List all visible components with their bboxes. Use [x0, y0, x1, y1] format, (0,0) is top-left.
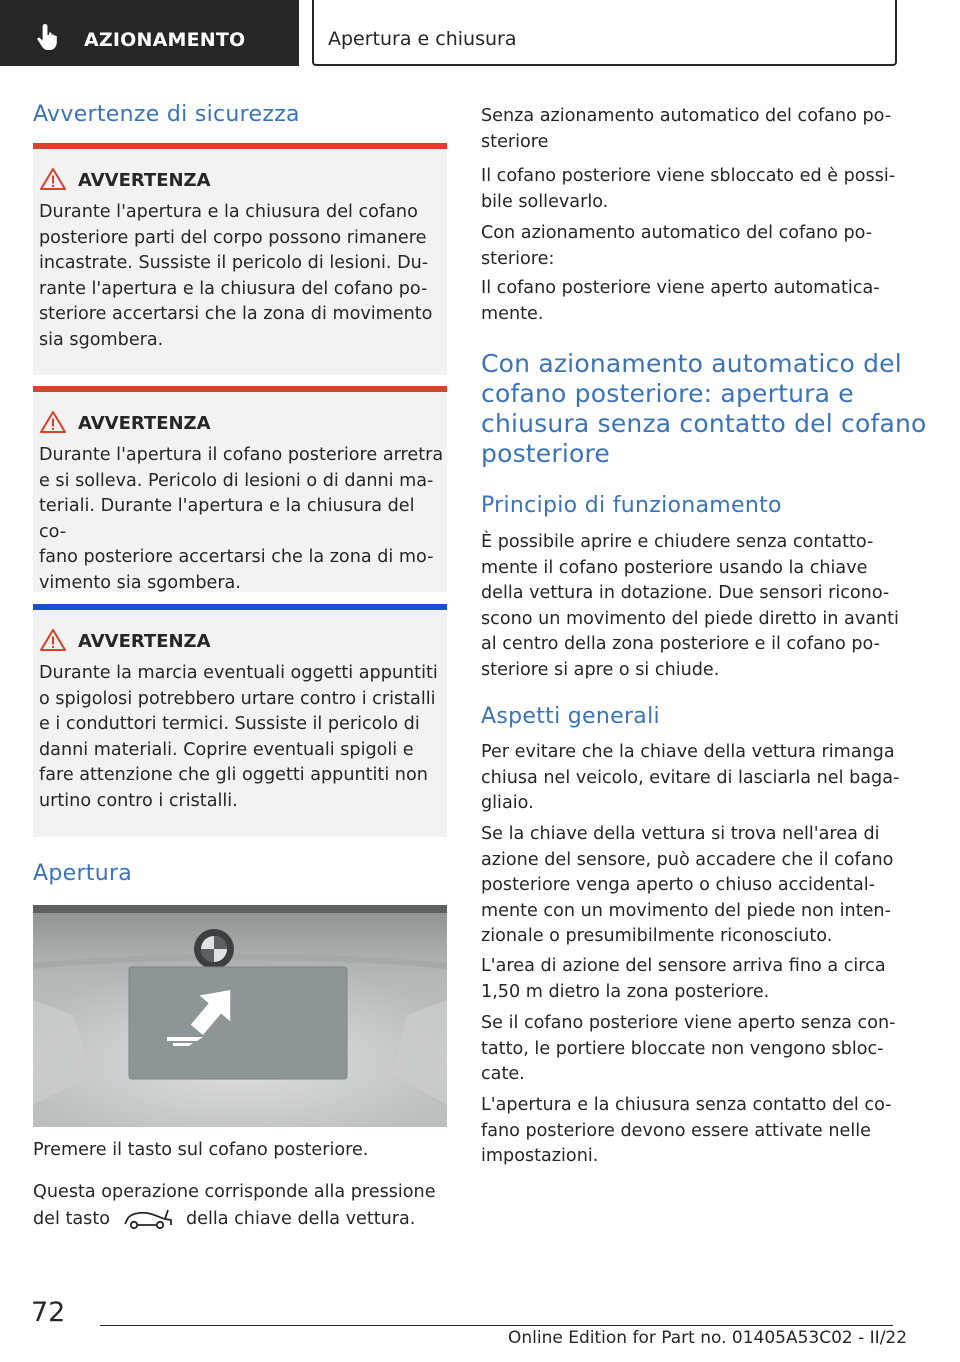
warning-box [33, 386, 447, 592]
warning-triangle-icon [39, 410, 67, 434]
warning-title: AVVERTENZA [78, 170, 211, 191]
paragraph-no-auto: Senza azionamento automatico del cofano po- steriore [481, 106, 892, 152]
paragraph-range: L'area di azione del sensore arriva fino a circa 1,50 m dietro la zona posteriore. [481, 956, 886, 1002]
warning-box [33, 143, 447, 375]
paragraph-accidental: Se la chiave della vettura si trova nell'area di azione del sensore, può accadere che il cofano posteriore venga aperto o chiuso accidental- mente con un movimento del piede non inten- zionale o presumibilmente riconosciuto. [481, 824, 894, 946]
car-tailgate-icon [122, 1207, 174, 1231]
header-section-tab [0, 0, 299, 66]
warning-triangle-icon [39, 167, 67, 191]
caption-key-equivalent-line1: Questa operazione corrisponde alla pressione [33, 1182, 436, 1202]
paragraph-doors: Se il cofano posteriore viene aperto senza con- tatto, le portiere bloccate non vengono sbloc- cate. [481, 1013, 896, 1084]
warning-accent-bar [33, 143, 447, 149]
caption-text: della chiave della vettura. [185, 1209, 416, 1229]
caption-text: del tasto [33, 1209, 110, 1229]
paragraph-with-auto: Con azionamento automatico del cofano po- steriore: [481, 223, 873, 269]
caption-key-equivalent-line2 [33, 1207, 415, 1233]
paragraph-auto-open: Il cofano posteriore viene aperto automatica- mente. [481, 278, 880, 324]
warning-box [33, 604, 447, 837]
paragraph-unlocked: Il cofano posteriore viene sbloccato ed è possi- bile sollevarlo. [481, 166, 896, 212]
heading-general: Aspetti generali [481, 704, 660, 729]
heading-opening: Apertura [33, 861, 133, 886]
paragraph-key-inside: Per evitare che la chiave della vettura rimanga chiusa nel veicolo, evitare di lasciarla nel baga- gliaio. [481, 742, 900, 813]
chapter-header [312, 0, 897, 66]
section-title: AZIONAMENTO [84, 29, 246, 51]
page-number: 72 [31, 1297, 66, 1328]
warning-text: Durante la marcia eventuali oggetti appuntiti o spigolosi potrebbero urtare contro i cristalli e i conduttori termici. Sussiste il pericolo di danni materiali. Coprire eventuali spigoli e fare attenzione che gli oggetti appuntiti non urtino contro i cristalli. [39, 663, 438, 811]
footer-divider [100, 1325, 893, 1326]
warning-accent-bar [33, 386, 447, 392]
warning-accent-bar [33, 604, 447, 610]
caption-press-button: Premere il tasto sul cofano posteriore. [33, 1140, 369, 1160]
chapter-title: Apertura e chiusura [328, 28, 517, 50]
footer-edition: Online Edition for Part no. 01405A53C02 - II/22 [508, 1328, 908, 1348]
warning-title: AVVERTENZA [78, 413, 211, 434]
paragraph-principle: È possibile aprire e chiudere senza contatto- mente il cofano posteriore usando la chiave della vettura in dotazione. Due sensori ricono- scono un movimento del piede diretto in avanti al centro della zona posteriore e il cofano po- steriore si apre o si chiude. [481, 532, 899, 680]
warning-title: AVVERTENZA [78, 631, 211, 652]
warning-text: Durante l'apertura il cofano posteriore arretra e si solleva. Pericolo di lesioni o di danni ma- teriali. Durante l'apertura e la chiusura del co- fano posteriore accertarsi che la zona di mo- vimento sia sgombera. [39, 445, 444, 593]
heading-principle: Principio di funzionamento [481, 493, 782, 518]
warning-triangle-icon [39, 628, 67, 652]
hand-pointer-icon [34, 22, 64, 52]
heading-safety: Avvertenze di sicurezza [33, 102, 300, 127]
warning-text: Durante l'apertura e la chiusura del cofano posteriore parti del corpo possono rimanere incastrate. Sussiste il pericolo di lesioni. Du- rante l'apertura e la chiusura del cofano po- steriore accertarsi che la zona di movimento sia sgombera. [39, 202, 433, 350]
heading-contactless: Con azionamento automatico del cofano posteriore: apertura e chiusura senza contatto del cofano posteriore [481, 349, 927, 468]
paragraph-settings: L'apertura e la chiusura senza contatto del co- fano posteriore devono essere attivate nelle impostazioni. [481, 1095, 892, 1166]
tailgate-button-photo [33, 905, 447, 1127]
